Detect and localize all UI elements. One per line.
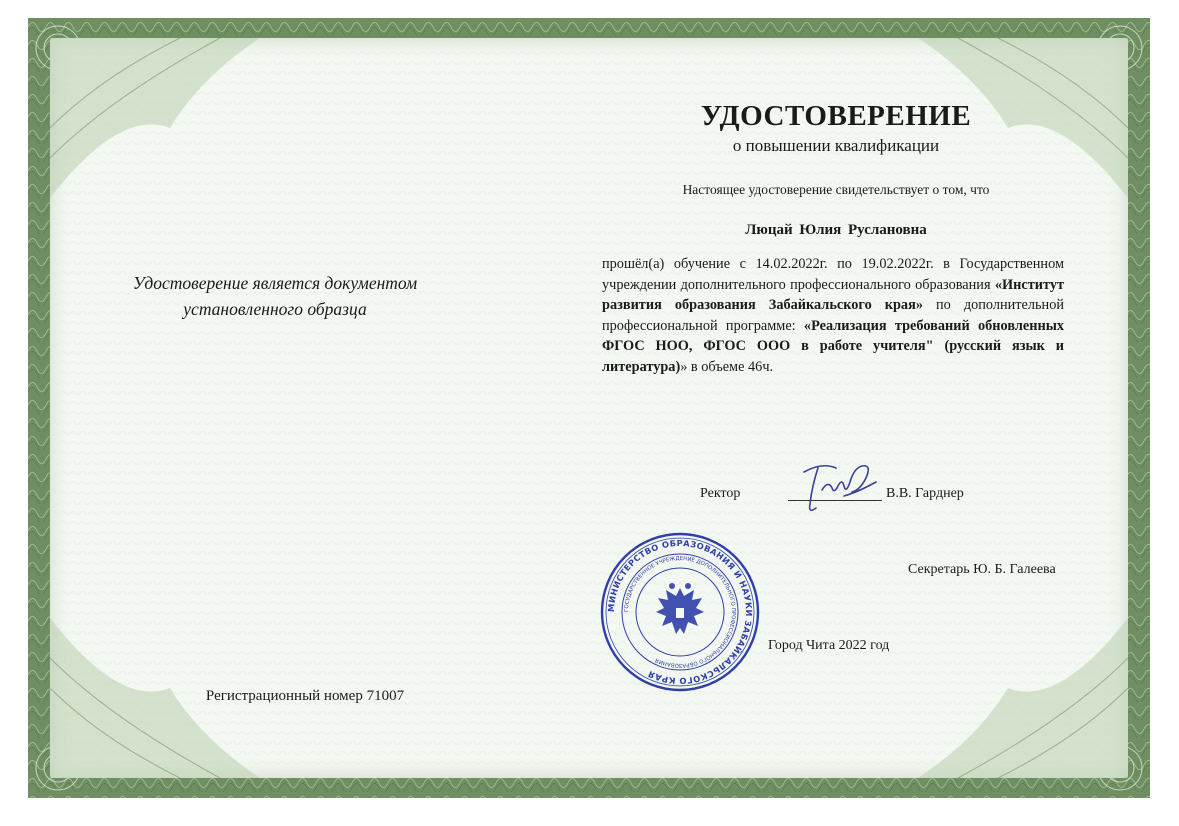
city-year: Город Чита 2022 год: [768, 638, 890, 653]
training-description: [602, 254, 1064, 377]
certificate-title: УДОСТОВЕРЕНИЕ: [700, 100, 972, 132]
certificate-subtitle: о повышении квалификации: [732, 136, 940, 155]
intro-text: Настоящее удостоверение свидетельствует о том, что: [682, 182, 990, 197]
registration-number: Регистрационный номер 71007: [205, 688, 405, 704]
body-part1: прошёл(а) обучение с 14.02.2022г. по 19.02.2022г. в Государственном учреждении дополнительного профессионального образования: [602, 256, 1064, 293]
validity-note-line2: установленного образца: [183, 299, 367, 319]
handwritten-signature-icon: [792, 456, 882, 518]
official-seal-icon: [598, 530, 762, 694]
seal-outer-text: МИНИСТЕРСТВО ОБРАЗОВАНИЯ И НАУКИ ЗАБАЙКАЛЬСКОГО КРАЯ: [605, 537, 755, 687]
rector-label: Ректор: [700, 486, 741, 501]
secretary-name: Секретарь Ю. Б. Галеева: [908, 562, 1056, 577]
validity-note: [110, 270, 440, 322]
validity-note-line1: Удостоверение является документом: [132, 273, 418, 293]
certificate-frame: [28, 18, 1150, 798]
program-name: «Реализация требований обновленных ФГОС НОО, ФГОС ООО в работе учителя" (русский язык и литература): [602, 317, 1064, 375]
institution-name: «Институт развития образования Забайкальского края»: [602, 276, 1064, 313]
body-part3: » в объеме 46ч.: [680, 358, 774, 375]
body-part2: по дополнительной профессиональной программе:: [602, 297, 1064, 334]
person-name: Люцай Юлия Руслановна: [745, 222, 927, 238]
rector-name: В.В. Гарднер: [886, 486, 964, 501]
seal-inner-text: ГОСУДАРСТВЕННОЕ УЧРЕЖДЕНИЕ ДОПОЛНИТЕЛЬНОГО ПРОФЕССИОНАЛЬНОГО ОБРАЗОВАНИЯ: [623, 555, 737, 669]
